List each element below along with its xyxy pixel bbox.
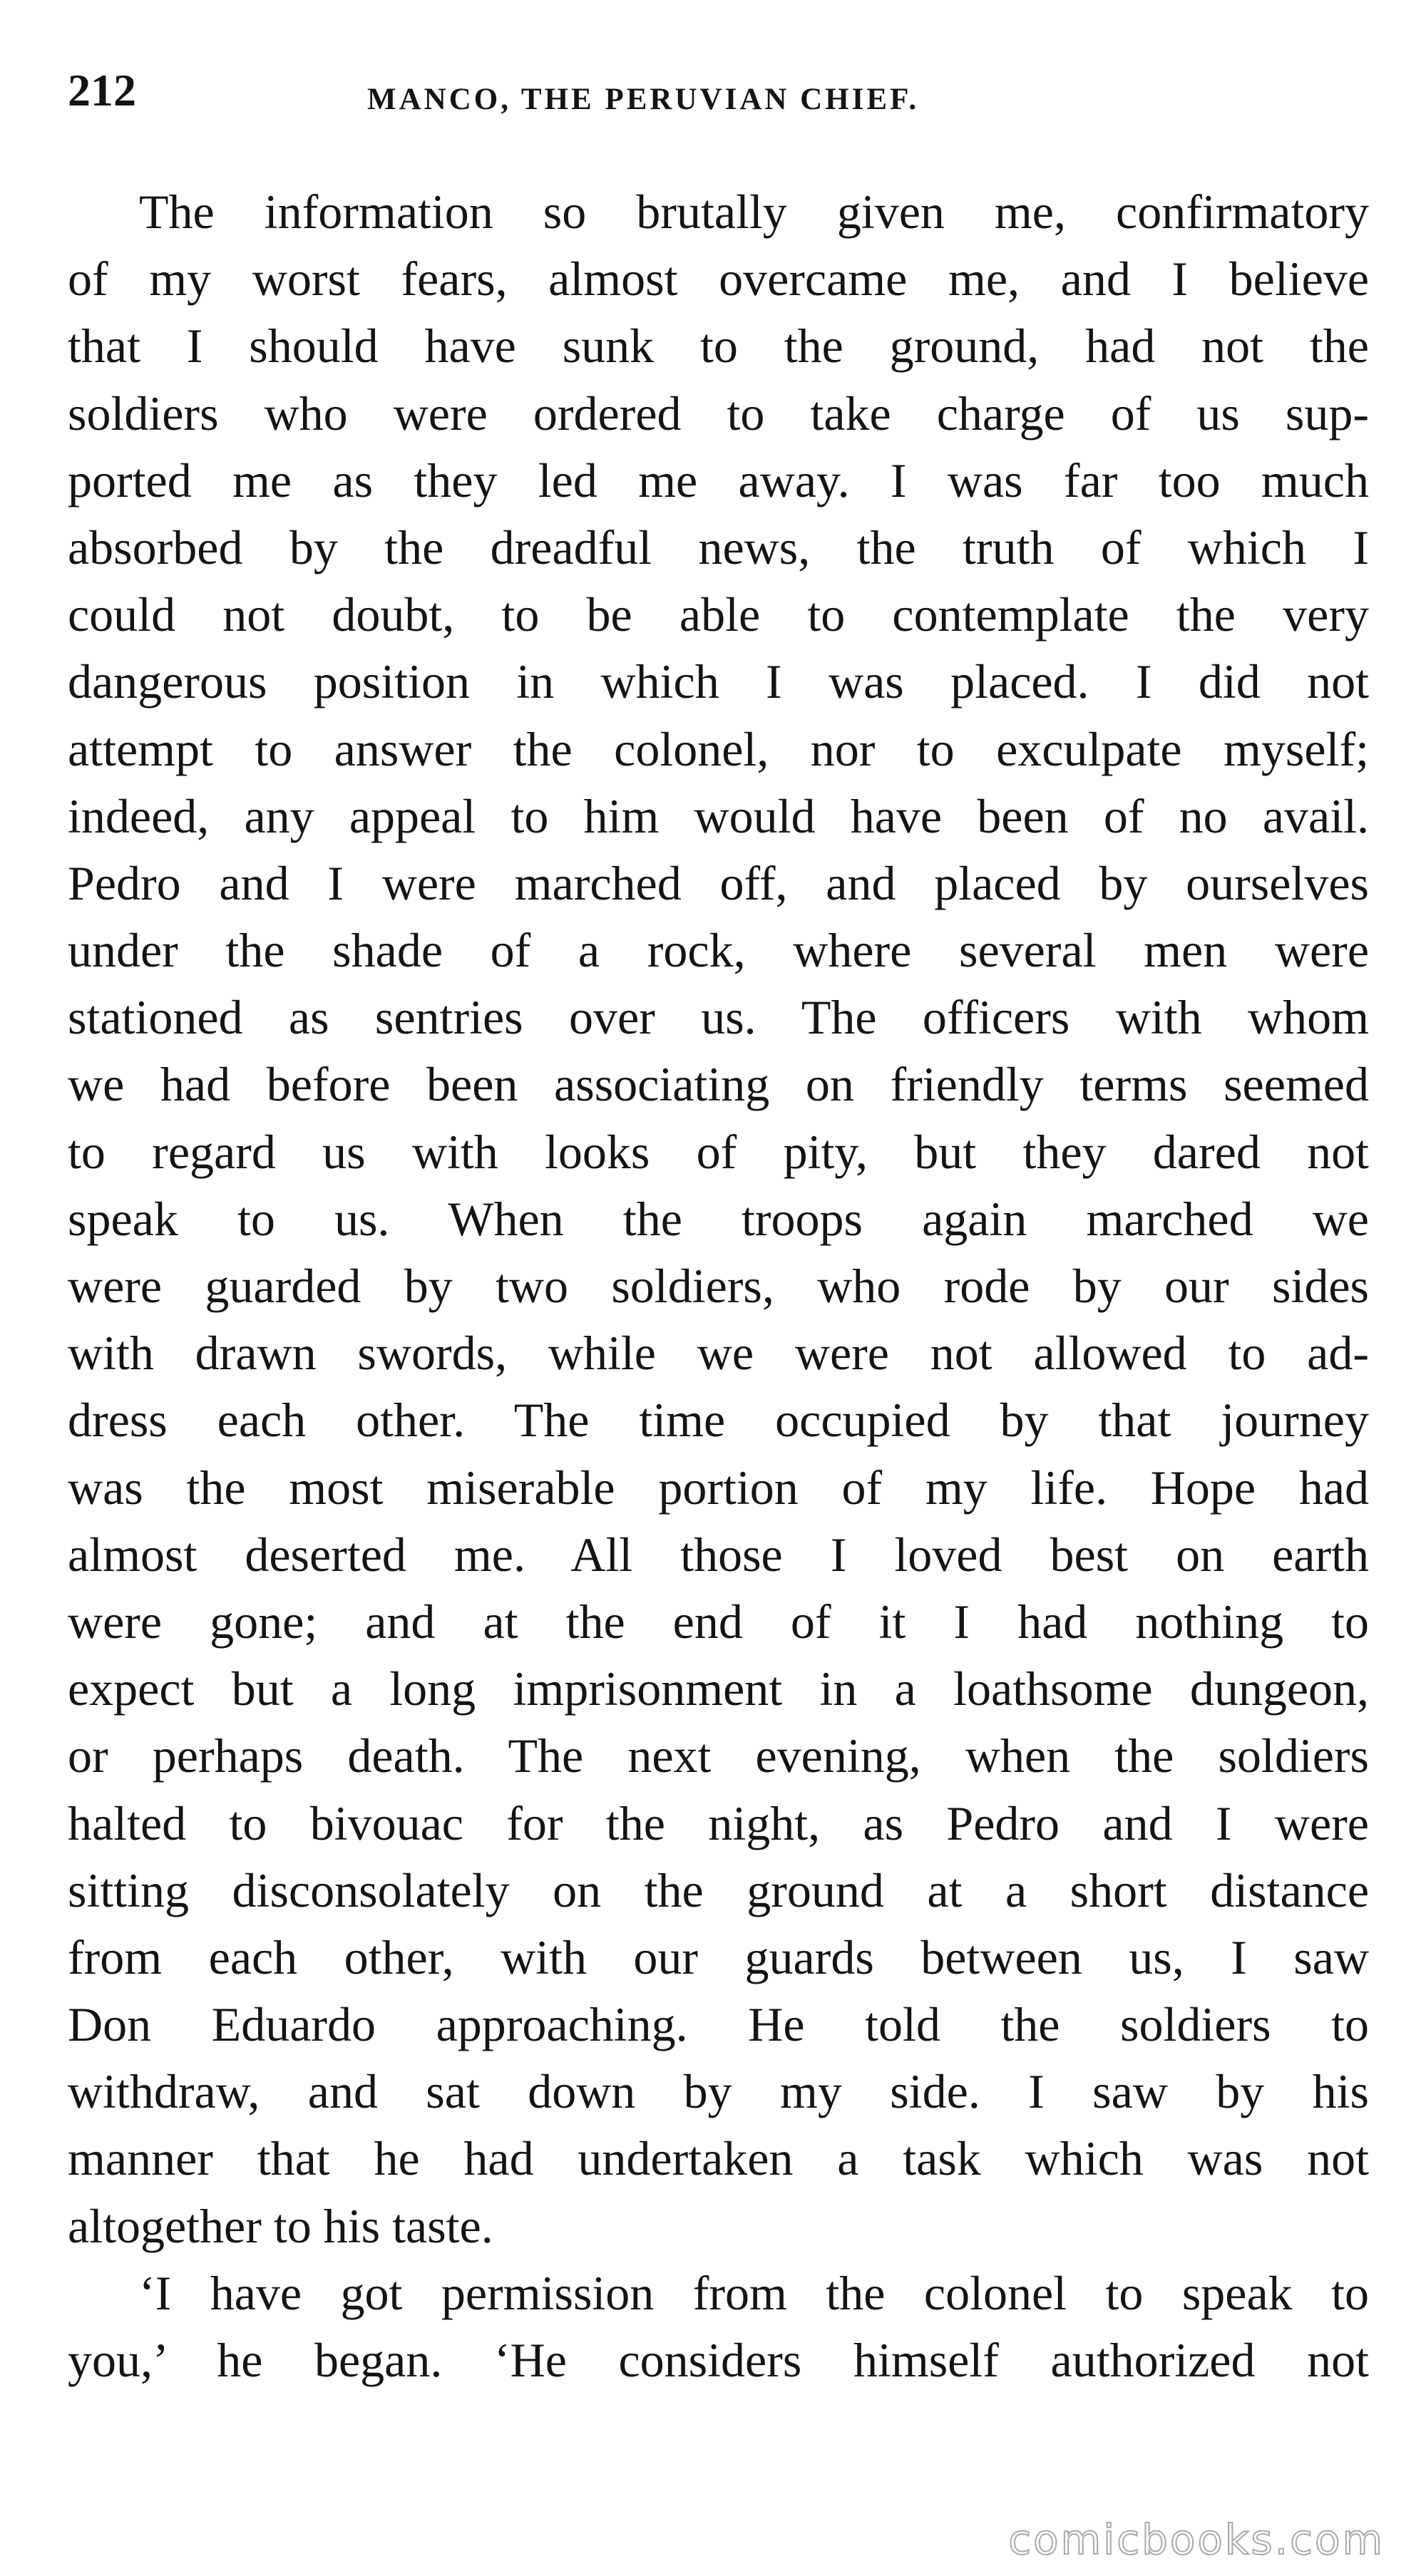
text-line: speak to us. When the troops again marched we — [68, 1191, 1369, 1246]
text-line: Pedro and I were marched off, and placed by ourselves — [68, 855, 1369, 910]
text-line: of my worst fears, almost overcame me, and I believe — [68, 252, 1369, 306]
text-line: we had before been associating on friendly terms seemed — [68, 1057, 1369, 1112]
text-line: ported me as they led me away. I was far too much — [68, 453, 1369, 508]
text-line: indeed, any appeal to him would have been of no avail. — [68, 788, 1369, 843]
text-line: under the shade of a rock, where several men were — [68, 923, 1369, 978]
text-line: from each other, with our guards between us, I saw — [68, 1930, 1369, 1984]
body-text — [68, 178, 1369, 2394]
text-line: manner that he had undertaken a task which was not — [68, 2131, 1369, 2186]
text-line: ‘I have got permission from the colonel to speak to — [139, 2265, 1369, 2320]
running-title: MANCO, THE PERUVIAN CHIEF. — [367, 83, 920, 116]
text-line: to regard us with looks of pity, but they dared not — [68, 1124, 1369, 1179]
page-number: 212 — [68, 65, 136, 115]
text-line: withdraw, and sat down by my side. I saw by his — [68, 2064, 1369, 2119]
text-line: dangerous position in which I was placed. I did not — [68, 654, 1369, 709]
watermark: comicbooks.com — [1008, 2515, 1385, 2564]
text-line: or perhaps death. The next evening, when the soldiers — [68, 1729, 1369, 1783]
text-line: halted to bivouac for the night, as Pedro and I were — [68, 1796, 1369, 1850]
text-line: almost deserted me. All those I loved best on earth — [68, 1527, 1369, 1582]
text-line: attempt to answer the colonel, nor to exculpate myself; — [68, 721, 1369, 776]
text-line: absorbed by the dreadful news, the truth of which I — [68, 520, 1369, 575]
text-line: could not doubt, to be able to contemplate the very — [68, 587, 1369, 642]
text-line: The information so brutally given me, confirmatory — [139, 185, 1369, 239]
text-line: dress each other. The time occupied by that journey — [68, 1393, 1369, 1448]
text-line: that I should have sunk to the ground, had not the — [68, 319, 1369, 373]
text-line: expect but a long imprisonment in a loathsome dungeon, — [68, 1661, 1369, 1716]
text-line: was the most miserable portion of my life. Hope had — [68, 1460, 1369, 1515]
text-line: with drawn swords, while we were not allowed to ad- — [68, 1326, 1369, 1381]
text-line: were guarded by two soldiers, who rode by our sides — [68, 1259, 1369, 1313]
text-line: sitting disconsolately on the ground at a short distance — [68, 1863, 1369, 1917]
text-line: were gone; and at the end of it I had nothing to — [68, 1594, 1369, 1649]
text-line: altogether to his taste. — [68, 2198, 493, 2253]
text-line: stationed as sentries over us. The officers with whom — [68, 990, 1369, 1045]
text-line: Don Eduardo approaching. He told the soldiers to — [68, 1997, 1369, 2052]
text-line: soldiers who were ordered to take charge of us sup- — [68, 386, 1369, 441]
text-line: you,’ he began. ‘He considers himself authorized not — [68, 2333, 1369, 2387]
